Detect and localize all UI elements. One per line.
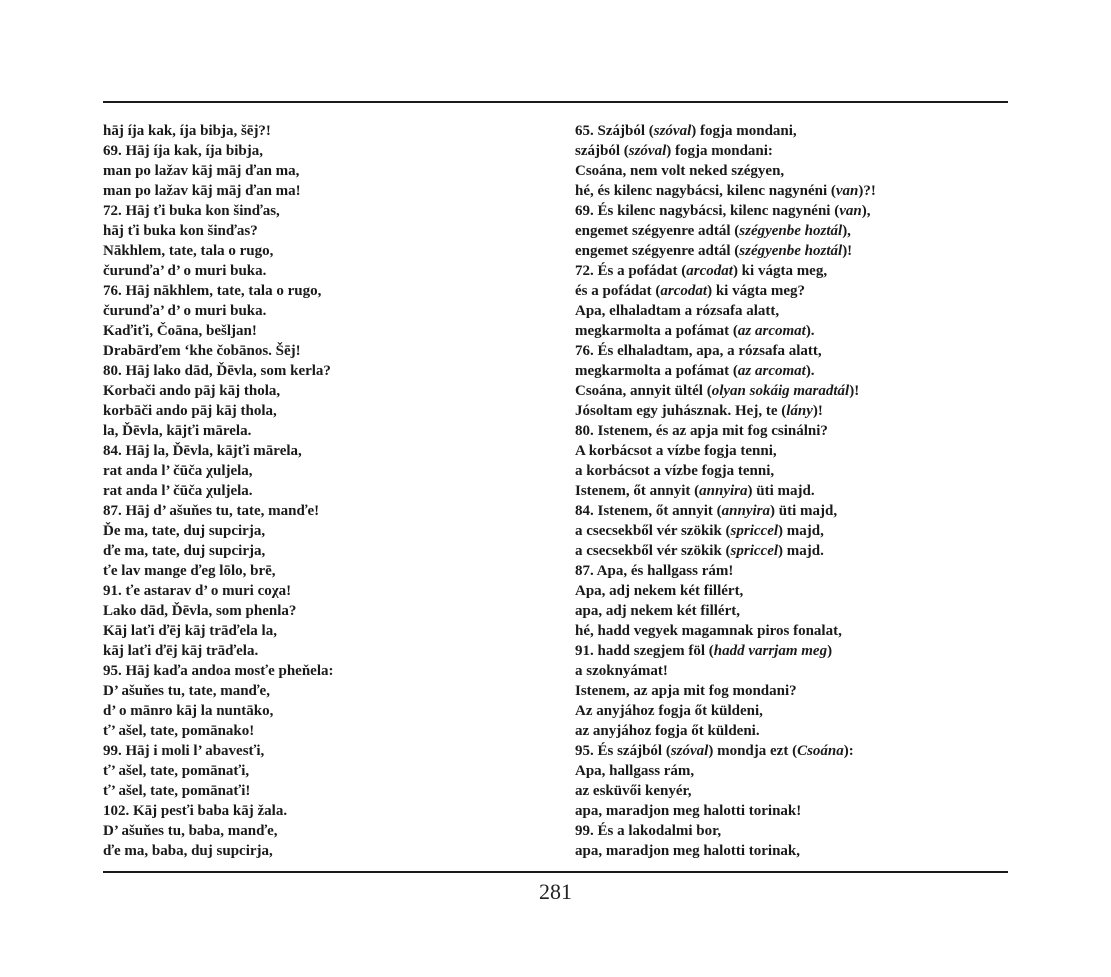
translation-line <box>575 241 1010 261</box>
translation-line <box>575 761 1010 781</box>
translation-line <box>575 701 1010 721</box>
translation-text: Apa, adj nekem két fillért, <box>575 583 744 599</box>
verse-line: Korbači ando pāj kāj thola, <box>103 383 281 399</box>
gloss-italic: spriccel <box>730 523 779 539</box>
gloss-italic: olyan sokáig maradtál <box>711 383 850 399</box>
verse-line: korbāči ando pāj kāj thola, <box>103 403 277 419</box>
verse-line: 102. Kāj pesťi baba kāj žala. <box>103 803 288 819</box>
translation-text: ) üti majd. <box>747 483 815 499</box>
translation-line <box>575 621 1010 641</box>
gloss-italic: Csoána <box>797 743 844 759</box>
translation-text: apa, adj nekem két fillért, <box>575 603 740 619</box>
verse-line: ďe ma, tate, duj supcirja, <box>103 543 266 559</box>
gloss-italic: az arcomat <box>737 363 806 379</box>
translation-text: 95. És szájból ( <box>575 743 671 759</box>
verse-line: Ďe ma, tate, duj supcirja, <box>103 523 266 539</box>
verse-line: 84. Hāj la, Ďēvla, kājťi mārela, <box>103 443 302 459</box>
bottom-rule <box>103 871 1008 873</box>
translation-line <box>575 521 1010 541</box>
translation-text: 76. És elhaladtam, apa, a rózsafa alatt, <box>575 343 822 359</box>
translation-text: ) fogja mondani: <box>666 143 773 159</box>
translation-line <box>575 401 1010 421</box>
translation-text: ) <box>827 643 833 659</box>
verse-line: man po lažav kāj māj ďan ma! <box>103 183 301 199</box>
translation-text: ) ki vágta meg, <box>732 263 828 279</box>
translation-text: Istenem, az apja mit fog mondani? <box>575 683 797 699</box>
translation-text: a csecsekből vér szökik ( <box>575 523 731 539</box>
translation-text: és a pofádat ( <box>575 283 661 299</box>
gloss-italic: spriccel <box>730 543 779 559</box>
translation-line <box>575 681 1010 701</box>
translation-text: 99. És a lakodalmi bor, <box>575 823 722 839</box>
translation-text: 91. hadd szegjem föl ( <box>575 643 714 659</box>
gloss-italic: annyira <box>721 503 771 519</box>
verse-line: hāj ťi buka kon šinďas? <box>103 223 258 239</box>
verse-line: 91. ťe astarav d’ o muri coχa! <box>103 583 292 599</box>
translation-line <box>575 561 1010 581</box>
verse-line: ť’ ašel, tate, pomānaťi! <box>103 783 251 799</box>
translation-text: engemet szégyenre adtál ( <box>575 243 740 259</box>
verse-line: Drabārďem ‘khe čobānos. Šēj! <box>103 343 301 359</box>
translation-text: Apa, elhaladtam a rózsafa alatt, <box>575 303 780 319</box>
hungarian-translation-column <box>575 121 1010 861</box>
verse-line: rat anda l’ čūča χuljela. <box>103 483 253 499</box>
verse-line: 95. Hāj kaďa andoa mosťe pheňela: <box>103 663 334 679</box>
page-number: 281 <box>539 879 572 904</box>
translation-text: hé, és kilenc nagybácsi, kilenc nagynéni ( <box>575 183 836 199</box>
verse-line: Kaďiťi, Čoāna, bešljan! <box>103 323 257 339</box>
translation-text: szájból ( <box>575 143 629 159</box>
verse-line: čurunďa’ d’ o muri buka. <box>103 303 267 319</box>
translation-line <box>575 721 1010 741</box>
translation-line <box>575 781 1010 801</box>
translation-line <box>575 741 1010 761</box>
verse-line: ťe lav mange ďeg lōlo, brē, <box>103 563 276 579</box>
verse-line: 87. Hāj d’ ašuňes tu, tate, manďe! <box>103 503 320 519</box>
translation-text: Apa, hallgass rám, <box>575 763 695 779</box>
translation-line <box>575 581 1010 601</box>
gloss-italic: szóval <box>670 743 709 759</box>
translation-text: Jósoltam egy juhásznak. Hej, te ( <box>575 403 787 419</box>
translation-line <box>575 801 1010 821</box>
verse-line: ť’ ašel, tate, pomānako! <box>103 723 255 739</box>
translation-text: )! <box>842 243 853 259</box>
translation-line <box>575 441 1010 461</box>
translation-line <box>575 281 1010 301</box>
gloss-italic: szóval <box>653 123 692 139</box>
translation-text: ), <box>842 223 851 239</box>
translation-text: a korbácsot a vízbe fogja tenni, <box>575 463 775 479</box>
translation-text: ) ki vágta meg? <box>707 283 805 299</box>
verse-line: 72. Hāj ťi buka kon šinďas, <box>103 203 280 219</box>
translation-line <box>575 301 1010 321</box>
translation-line <box>575 601 1010 621</box>
translation-text: az anyjához fogja őt küldeni. <box>575 723 760 739</box>
translation-text: apa, maradjon meg halotti torinak, <box>575 843 800 859</box>
verse-line: Kāj laťi ďēj kāj trāďela la, <box>103 623 277 639</box>
translation-text: apa, maradjon meg halotti torinak! <box>575 803 802 819</box>
translation-line <box>575 841 1010 861</box>
translation-line <box>575 141 1010 161</box>
verse-line: Nākhlem, tate, tala o rugo, <box>103 243 274 259</box>
translation-text: 65. Szájból ( <box>575 123 654 139</box>
verse-line: kāj laťi ďēj kāj trāďela. <box>103 643 259 659</box>
translation-line <box>575 821 1010 841</box>
translation-line <box>575 261 1010 281</box>
translation-text: 69. És kilenc nagybácsi, kilenc nagynéni ( <box>575 203 840 219</box>
translation-text: )! <box>849 383 860 399</box>
gloss-italic: szóval <box>628 143 667 159</box>
verse-line: D’ ašuňes tu, tate, manďe, <box>103 683 270 699</box>
verse-line: la, Ďēvla, kājťi mārela. <box>103 423 252 439</box>
gloss-italic: szégyenbe hoztál <box>739 223 843 239</box>
translation-line <box>575 501 1010 521</box>
translation-text: ) fogja mondani, <box>691 123 797 139</box>
verse-line: D’ ašuňes tu, baba, manďe, <box>103 823 278 839</box>
translation-line <box>575 181 1010 201</box>
translation-text: Istenem, őt annyit ( <box>575 483 700 499</box>
verse-line: 80. Hāj lako dād, Ďēvla, som kerla? <box>103 363 331 379</box>
gloss-italic: az arcomat <box>737 323 806 339</box>
gloss-italic: hadd varrjam meg <box>713 643 828 659</box>
translation-line <box>575 381 1010 401</box>
translation-text: Csoána, annyit ültél ( <box>575 383 712 399</box>
translation-text: )?! <box>858 183 876 199</box>
verse-line: man po lažav kāj māj ďan ma, <box>103 163 300 179</box>
verse-line: 69. Hāj íja kak, íja bibja, <box>103 143 264 159</box>
gloss-italic: arcodat <box>686 263 733 279</box>
translation-text: A korbácsot a vízbe fogja tenni, <box>575 443 777 459</box>
translation-line <box>575 161 1010 181</box>
verse-line: ďe ma, baba, duj supcirja, <box>103 843 273 859</box>
translation-line <box>575 661 1010 681</box>
translation-text: ) üti majd, <box>770 503 838 519</box>
translation-text: ) mondja ezt ( <box>708 743 798 759</box>
translation-text: ): <box>843 743 854 759</box>
gloss-italic: van <box>839 203 862 219</box>
translation-line <box>575 541 1010 561</box>
translation-line <box>575 641 1010 661</box>
translation-line <box>575 201 1010 221</box>
translation-line <box>575 421 1010 441</box>
verse-line: 76. Hāj nākhlem, tate, tala o rugo, <box>103 283 322 299</box>
verse-line: hāj íja kak, íja bibja, šēj?! <box>103 123 271 139</box>
gloss-italic: lány <box>786 403 813 419</box>
translation-line <box>575 221 1010 241</box>
translation-text: 80. Istenem, és az apja mit fog csinálni? <box>575 423 828 439</box>
translation-text: megkarmolta a pofámat ( <box>575 363 738 379</box>
translation-text: 84. Istenem, őt annyit ( <box>575 503 722 519</box>
translation-text: hé, hadd vegyek magamnak piros fonalat, <box>575 623 842 639</box>
top-rule <box>103 101 1008 103</box>
translation-text: az esküvői kenyér, <box>575 783 692 799</box>
verse-line: čurunďa’ d’ o muri buka. <box>103 263 267 279</box>
gloss-italic: van <box>835 183 859 199</box>
translation-line <box>575 461 1010 481</box>
translation-text: ), <box>861 203 871 219</box>
verse-line: 99. Hāj i moli l’ abavesťi, <box>103 743 265 759</box>
translation-line <box>575 341 1010 361</box>
translation-text: Csoána, nem volt neked szégyen, <box>575 163 785 179</box>
translation-line <box>575 481 1010 501</box>
translation-line <box>575 361 1010 381</box>
translation-text: 72. És a pofádat ( <box>575 263 687 279</box>
translation-line <box>575 321 1010 341</box>
gloss-italic: annyira <box>699 483 748 499</box>
translation-text: ) majd, <box>778 523 824 539</box>
verse-line: ť’ ašel, tate, pomānaťi, <box>103 763 250 779</box>
verse-line: rat anda l’ čūča χuljela, <box>103 463 253 479</box>
translation-line <box>575 121 1010 141</box>
translation-text: a csecsekből vér szökik ( <box>575 543 731 559</box>
translation-text: ). <box>805 363 815 379</box>
translation-text: a szoknyámat! <box>575 663 668 679</box>
verse-line: d’ o mānro kāj la nuntāko, <box>103 703 274 719</box>
translation-text: engemet szégyenre adtál ( <box>575 223 740 239</box>
verse-line: Lako dād, Ďēvla, som phenla? <box>103 603 297 619</box>
gloss-italic: arcodat <box>660 283 708 299</box>
translation-text: 87. Apa, és hallgass rám! <box>575 563 734 579</box>
translation-text: )! <box>812 403 823 419</box>
translation-text: Az anyjához fogja őt küldeni, <box>575 703 763 719</box>
translation-text: ) majd. <box>778 543 824 559</box>
translation-text: megkarmolta a pofámat ( <box>575 323 738 339</box>
gloss-italic: szégyenbe hoztál <box>739 243 843 259</box>
translation-text: ). <box>805 323 815 339</box>
romani-text-column <box>103 121 543 861</box>
